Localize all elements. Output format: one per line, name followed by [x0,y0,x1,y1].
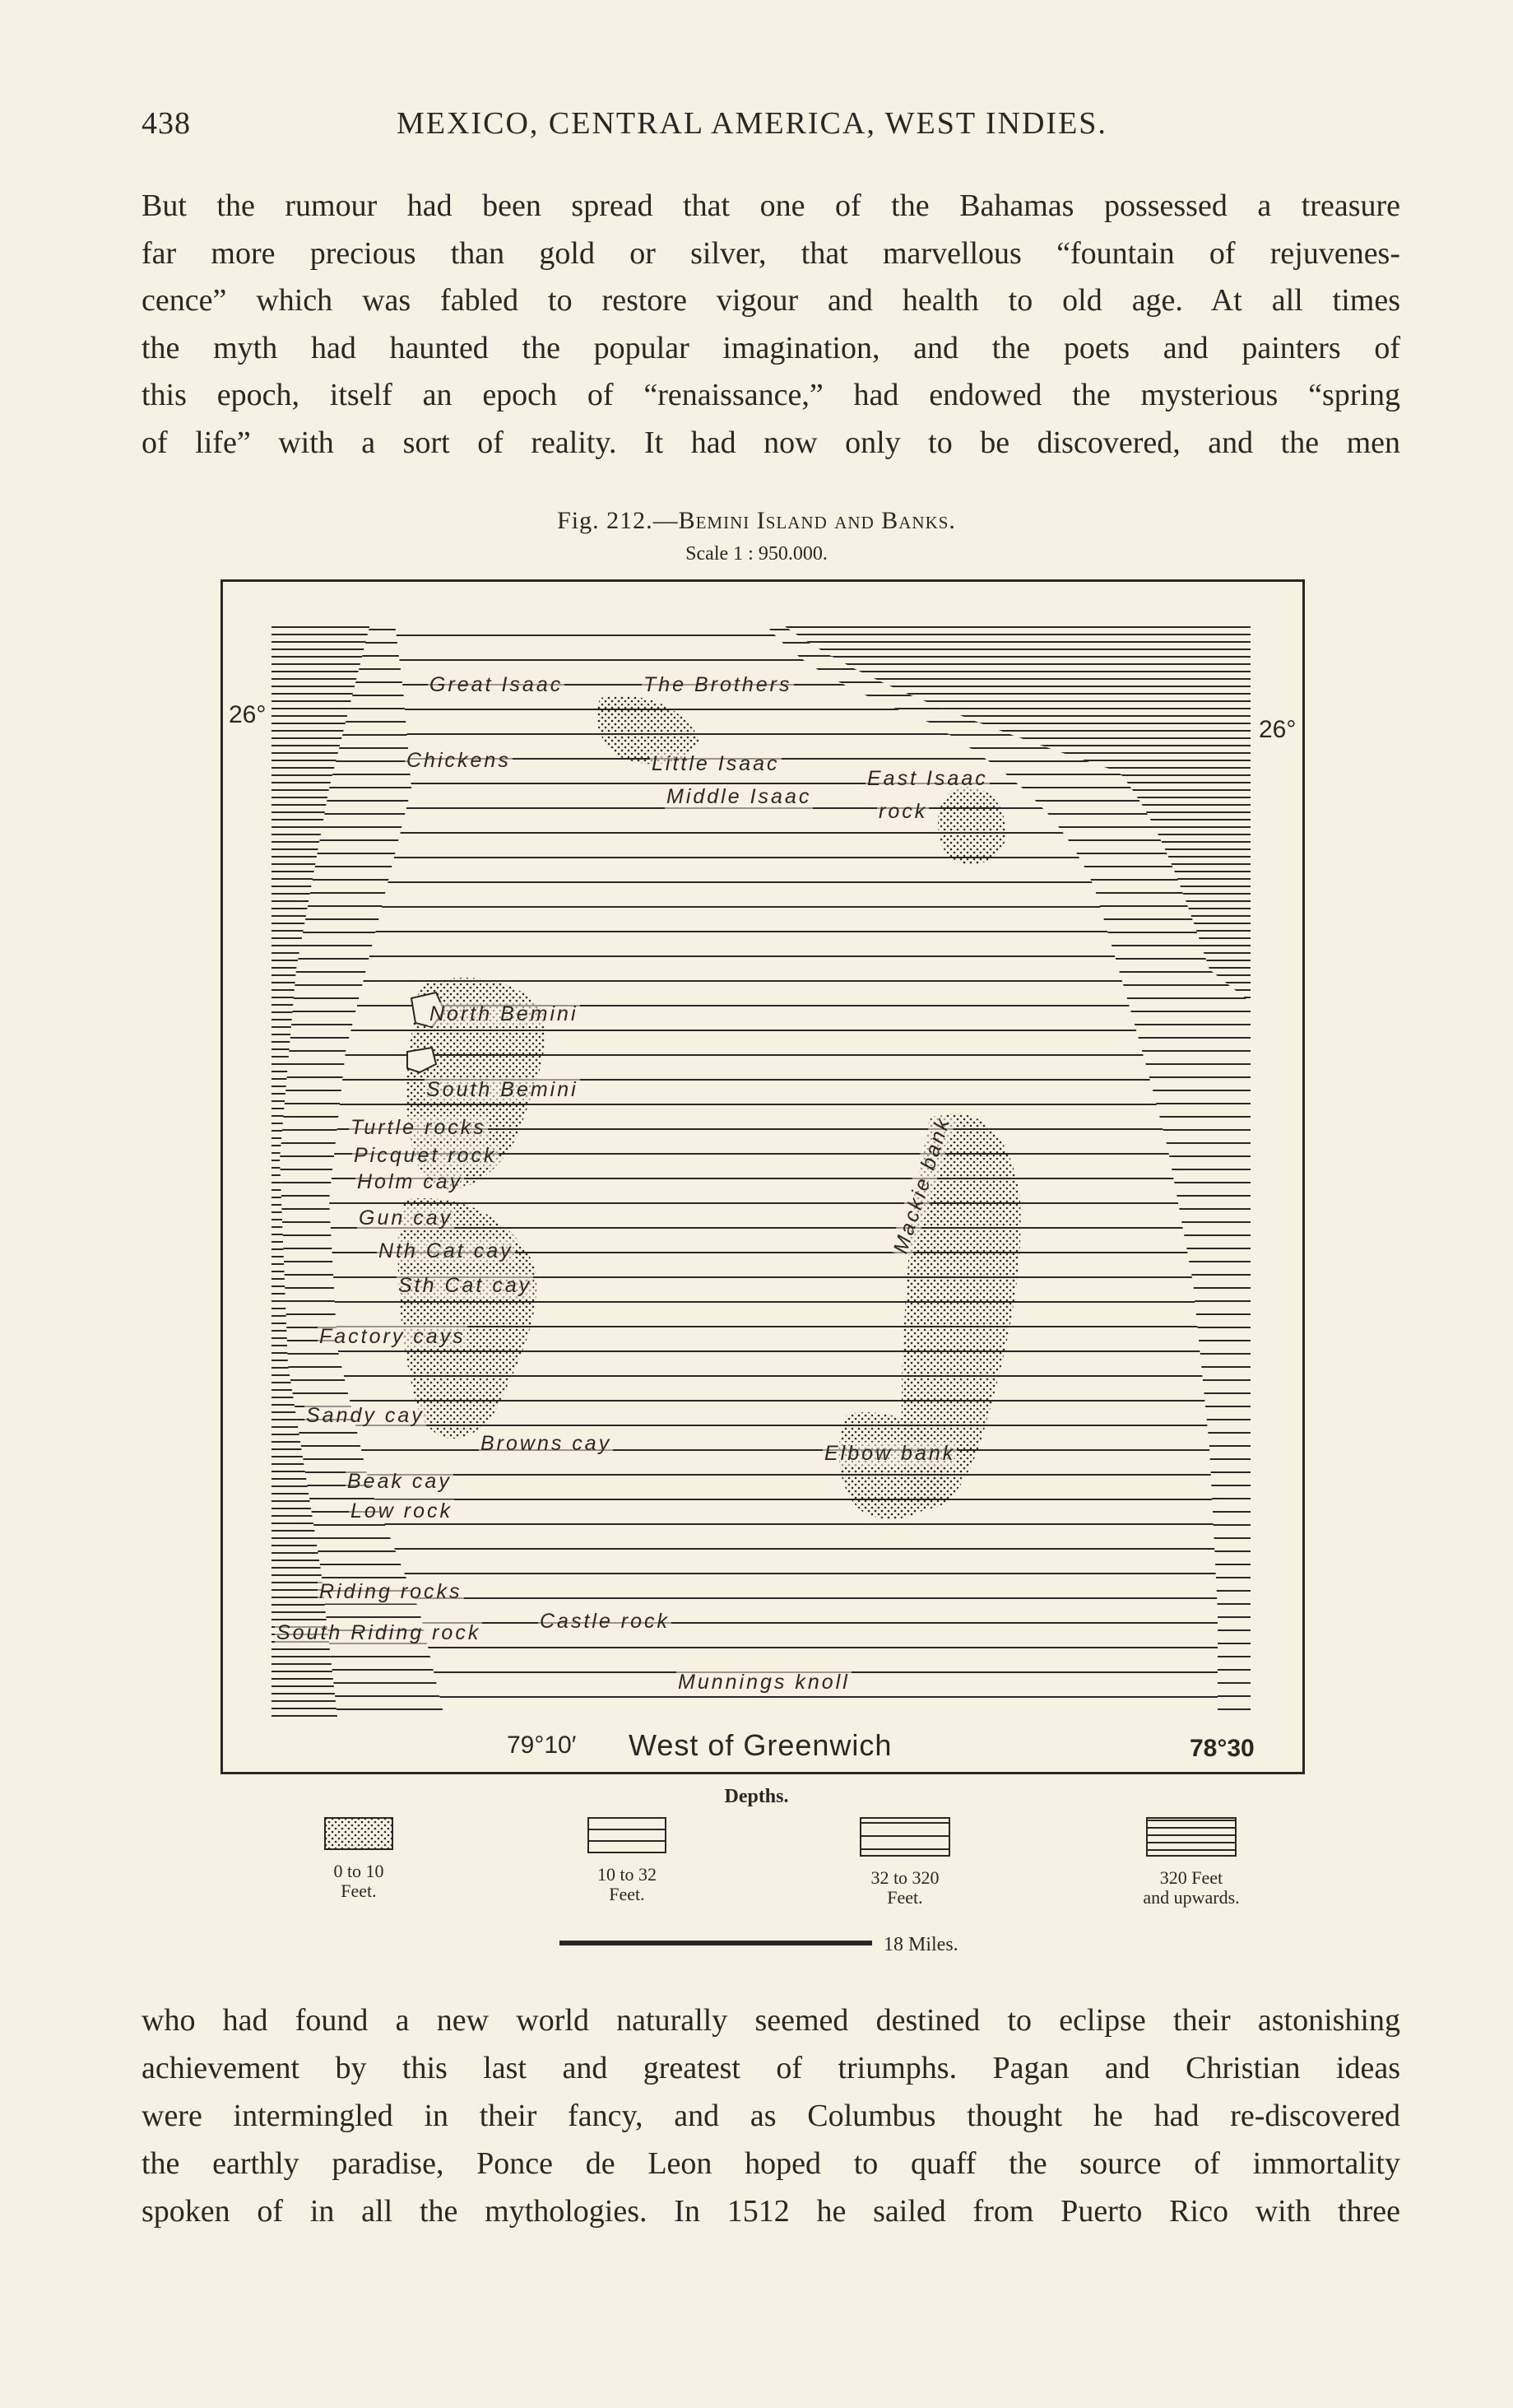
legend-label: Feet. [887,1887,923,1908]
text-line: this epoch, itself an epoch of “renaissance,” had endowed the mysterious “spring [142,378,1400,412]
figure-scale: Scale 1 : 950.000. [685,543,828,565]
longitude-title: West of Greenwich [629,1728,893,1762]
legend-swatch-medium-lines [860,1817,950,1857]
place-gun-cay: Gun cay [359,1206,453,1230]
legend-item-medium [823,1817,987,1908]
text-line: of life” with a sort of reality. It had now only to be discovered, and the men [142,425,1400,460]
text-line: spoken of in all the mythologies. In 1512 he sailed from Puerto Rico with three [142,2194,1400,2229]
place-castle-rock: Castle rock [540,1610,671,1633]
legend-label: 320 Feet [1159,1867,1223,1888]
page-header [142,105,1400,155]
place-picquet-rock: Picquet rock [354,1144,497,1167]
place-mackie-bank: Mackie bank [889,1112,956,1258]
legend-item-sparse [545,1817,709,1904]
legend-item-shallow [276,1817,441,1901]
place-factory-cays: Factory cays [319,1325,466,1348]
place-turtle-rocks: Turtle rocks [350,1116,486,1139]
legend-title: Depths. [724,1786,789,1807]
place-low-rock: Low rock [350,1499,453,1522]
place-great-isaac: Great Isaac [429,673,564,696]
place-north-cat-cay: Nth Cat cay [378,1239,513,1262]
place-south-bemini: South Bemini [426,1078,578,1101]
place-the-brothers: The Brothers [643,673,792,696]
longitude-label-left: 79°10′ [507,1732,577,1759]
legend-swatch-dotted [324,1817,393,1850]
text-line: were intermingled in their fancy, and as Columbus thought he had re-discovered [142,2099,1400,2133]
legend-label: 0 to 10 [333,1861,384,1881]
legend-label: 32 to 320 [870,1867,940,1888]
longitude-label-right: 78°30 [1190,1735,1255,1762]
place-chickens: Chickens [406,749,511,772]
legend-swatch-sparse-lines [587,1817,666,1853]
legend-label: and upwards. [1143,1887,1240,1908]
legend-label: Feet. [609,1884,645,1904]
place-north-bemini: North Bemini [429,1002,578,1025]
legend-item-dense [1109,1817,1274,1908]
figure-title: Bemini Island and Banks. [678,507,956,534]
text-line: the myth had haunted the popular imagination, and the poets and painters of [142,330,1400,365]
legend-label: Feet. [341,1880,377,1901]
legend-swatch-dense-lines [1146,1817,1237,1857]
text-line: the earthly paradise, Ponce de Leon hoped to quaff the source of immortality [142,2146,1400,2181]
running-title: MEXICO, CENTRAL AMERICA, WEST INDIES. [397,106,1107,141]
place-beak-cay: Beak cay [347,1470,452,1493]
place-rock: rock [879,800,928,823]
page-number: 438 [142,106,191,141]
figure-caption [0,507,1513,535]
place-elbow-bank: Elbow bank [824,1442,956,1465]
place-south-cat-cay: Sth Cat cay [398,1274,532,1297]
figure-label: Fig. 212.— [557,507,679,534]
text-line: But the rumour had been spread that one of the Bahamas possessed a treasure [142,188,1400,223]
legend-label: 10 to 32 [596,1864,657,1885]
place-holm-cay: Holm cay [357,1170,463,1193]
place-munnings-knoll: Munnings knoll [678,1671,850,1694]
place-riding-rocks: Riding rocks [319,1580,462,1603]
scale-bar [559,1941,872,1945]
top-paragraph [142,183,1400,467]
text-line: achievement by this last and greatest of triumphs. Pagan and Christian ideas [142,2051,1400,2085]
latitude-label-left: 26° [229,701,267,728]
place-middle-isaac: Middle Isaac [666,785,812,808]
place-sandy-cay: Sandy cay [306,1404,425,1427]
scale-bar-label: 18 Miles. [884,1934,958,1955]
text-line: cence” which was fabled to restore vigour and health to old age. At all times [142,283,1400,318]
bottom-paragraph [142,1997,1400,2235]
place-east-isaac: East Isaac [867,767,988,790]
place-browns-cay: Browns cay [480,1432,612,1455]
place-little-isaac: Little Isaac [652,752,780,775]
latitude-label-right: 26° [1259,716,1297,743]
text-line: who had found a new world naturally seemed destined to eclipse their astonishing [142,2003,1400,2038]
text-line: far more precious than gold or silver, that marvellous “fountain of rejuvenes- [142,235,1400,271]
place-south-riding-rock: South Riding rock [276,1621,481,1644]
